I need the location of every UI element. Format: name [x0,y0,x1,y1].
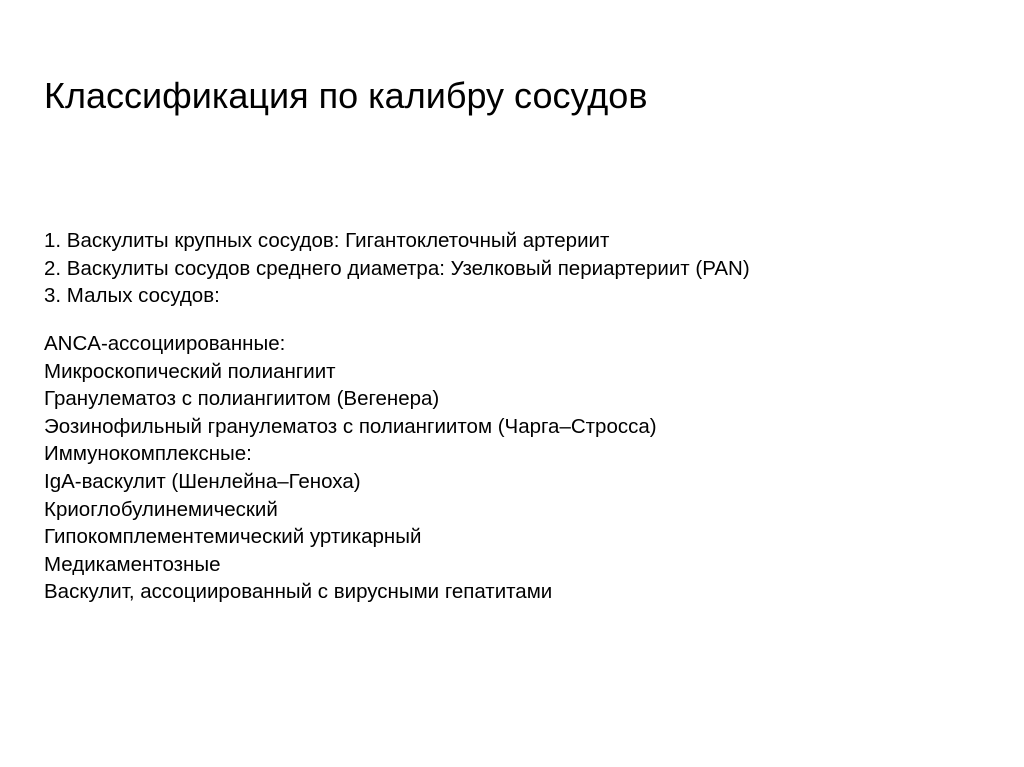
list-item: Криоглобулинемический [44,497,278,521]
list-item-large-vessels: 1. Васкулиты крупных сосудов: Гигантоклеточный артериит [44,229,610,252]
list-item: Гранулематоз с полиангиитом (Вегенера) [44,387,440,411]
slide-title: Классификация по калибру сосудов [44,75,648,116]
list-item: Гипокомплементемический уртикарный [44,525,422,549]
subgroup-heading-immune-complex: Иммунокомплексные: [44,442,252,466]
list-item: Васкулит, ассоциированный с вирусными гепатитами [44,580,553,604]
list-item-small-vessels: 3. Малых сосудов: [44,284,220,307]
list-item: IgA-васкулит (Шенлейна–Геноха) [44,469,361,493]
list-item: Медикаментозные [44,552,221,576]
small-vessel-subtypes-list [44,330,657,606]
subgroup-heading-anca: ANCA-ассоциированные: [44,332,286,355]
list-item: Эозинофильный гранулематоз с полиангиитом (Чарга–Стросса) [44,414,657,438]
list-item-medium-vessels: 2. Васкулиты сосудов среднего диаметра: Узелковый периартериит (PAN) [44,256,750,280]
list-item: Микроскопический полиангиит [44,359,336,383]
vessel-size-classification-list [44,227,750,310]
